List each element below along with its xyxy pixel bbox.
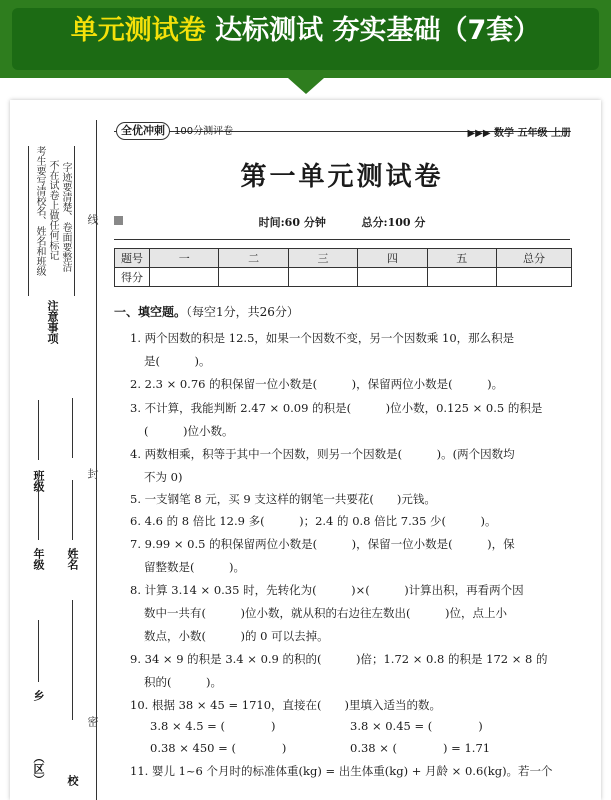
time-limit: 时间:60 分钟	[258, 216, 326, 229]
question-line: 0.38 × ( ) = 1.71	[350, 741, 491, 755]
badge-pill: 全优冲刺	[116, 122, 170, 140]
section-note: （每空1分，共26分）	[186, 305, 299, 319]
score-table-header-row	[115, 249, 572, 268]
margin-note-border-left	[28, 146, 29, 296]
subject-label: ▶▶▶ 数学 五年级 上册	[467, 128, 571, 139]
score-cell[interactable]	[150, 268, 219, 287]
question-line: 3.8 × 0.45 = ( )	[350, 719, 483, 733]
score-header-cell: 题号	[115, 249, 150, 268]
question-line: 11. 婴儿 1~6 个月时的标准体重(kg) = 出生体重(kg) + 月龄 × 0.6(kg)。若一个	[130, 764, 553, 778]
score-header-cell: 三	[288, 249, 357, 268]
school-blank	[72, 600, 73, 720]
township-label: 乡	[32, 690, 45, 701]
score-row-label: 得分	[115, 268, 150, 287]
question-line: 7. 9.99 × 0.5 的积保留两位小数是( )，保留一位小数是( )，保	[130, 537, 515, 551]
score-cell[interactable]	[219, 268, 288, 287]
cut-mark-secret: 密	[86, 716, 99, 727]
question-line: ( )位小数。	[144, 424, 234, 438]
banner-title-highlight: 单元测试卷	[70, 15, 206, 46]
question-line: 10. 根据 38 × 45 = 1710，直接在( )里填入适当的数。	[130, 698, 441, 712]
question-line: 不为 0)	[144, 470, 183, 484]
margin-note-2: 不在试卷上做任何标记	[47, 160, 58, 260]
name-label: 姓名	[66, 548, 79, 570]
section-heading: 一、填空题。	[114, 305, 187, 319]
score-header-cell: 四	[358, 249, 427, 268]
banner-title-rest: 达标测试 夯实基础（7套）	[215, 15, 541, 46]
question-line: 9. 34 × 9 的积是 3.4 × 0.9 的积的( )倍；1.72 × 0.8 的积是 172 × 8 的	[130, 652, 548, 666]
question-line: 数点，小数( )的 0 可以去掉。	[144, 629, 329, 643]
page-title: 第一单元测试卷	[240, 162, 444, 192]
header-box	[114, 122, 570, 240]
grade-blank-top	[72, 398, 73, 458]
class-label: 班级	[32, 470, 45, 492]
question-line: 1. 两个因数的积是 12.5，如果一个因数不变，另一个因数乘 10，那么积是	[130, 331, 515, 345]
township-blank	[38, 620, 39, 682]
score-header-cell: 总分	[497, 249, 572, 268]
score-cell[interactable]	[358, 268, 427, 287]
section-title	[114, 303, 299, 320]
grade-label: 年级	[32, 548, 45, 570]
question-line: 积的( )。	[144, 675, 222, 689]
name-blank	[72, 480, 73, 540]
banner-title	[0, 8, 611, 54]
badge-suffix: 100分测评卷	[174, 126, 234, 137]
question-line: 0.38 × 450 = ( )	[150, 741, 287, 755]
question-line: 6. 4.6 的 8 倍比 12.9 多( )；2.4 的 0.8 倍比 7.35 少( )。	[130, 514, 497, 528]
grade-blank	[38, 480, 39, 540]
margin-note-3: 字迹要清楚、卷面要整洁	[60, 162, 71, 272]
score-header-cell: 五	[427, 249, 496, 268]
cut-mark-seal: 封	[86, 468, 99, 479]
score-header-cell: 一	[150, 249, 219, 268]
question-line: 3. 不计算，我能判断 2.47 × 0.09 的积是( )位小数，0.125 × 0.5 的积是	[130, 401, 543, 415]
score-table	[114, 248, 572, 287]
question-line: 是( )。	[144, 354, 211, 368]
score-table-score-row	[115, 268, 572, 287]
question-line: 数中一共有( )位小数，就从积的右边往左数出( )位，点上小	[144, 606, 507, 620]
margin-note-1: 考生要写清校名、姓名和班级	[34, 146, 45, 276]
class-blank	[38, 400, 39, 460]
school-label: 校	[66, 775, 79, 786]
score-cell[interactable]	[288, 268, 357, 287]
top-banner	[0, 0, 611, 78]
district-label: （区）	[32, 752, 45, 785]
question-line: 5. 一支钢笔 8 元，买 9 支这样的钢笔一共要花( )元钱。	[130, 492, 436, 506]
cut-mark-line: 线	[86, 214, 99, 225]
question-line: 3.8 × 4.5 = ( )	[150, 719, 276, 733]
total-score: 总分:100 分	[361, 216, 426, 229]
question-line: 留整数是( )。	[144, 560, 245, 574]
question-line: 2. 2.3 × 0.76 的积保留一位小数是( )，保留两位小数是( )。	[130, 377, 504, 391]
banner-arrow	[288, 78, 324, 94]
question-line: 4. 两数相乘，积等于其中一个因数，则另一个因数是( )。(两个因数均	[130, 447, 515, 461]
notes-title: 注意事项	[46, 300, 59, 344]
margin-note-border-right	[74, 146, 75, 296]
score-header-cell: 二	[219, 249, 288, 268]
score-cell[interactable]	[497, 268, 572, 287]
question-line: 8. 计算 3.14 × 0.35 时，先转化为( )×( )计算出积，再看两个因	[130, 583, 524, 597]
score-cell[interactable]	[427, 268, 496, 287]
